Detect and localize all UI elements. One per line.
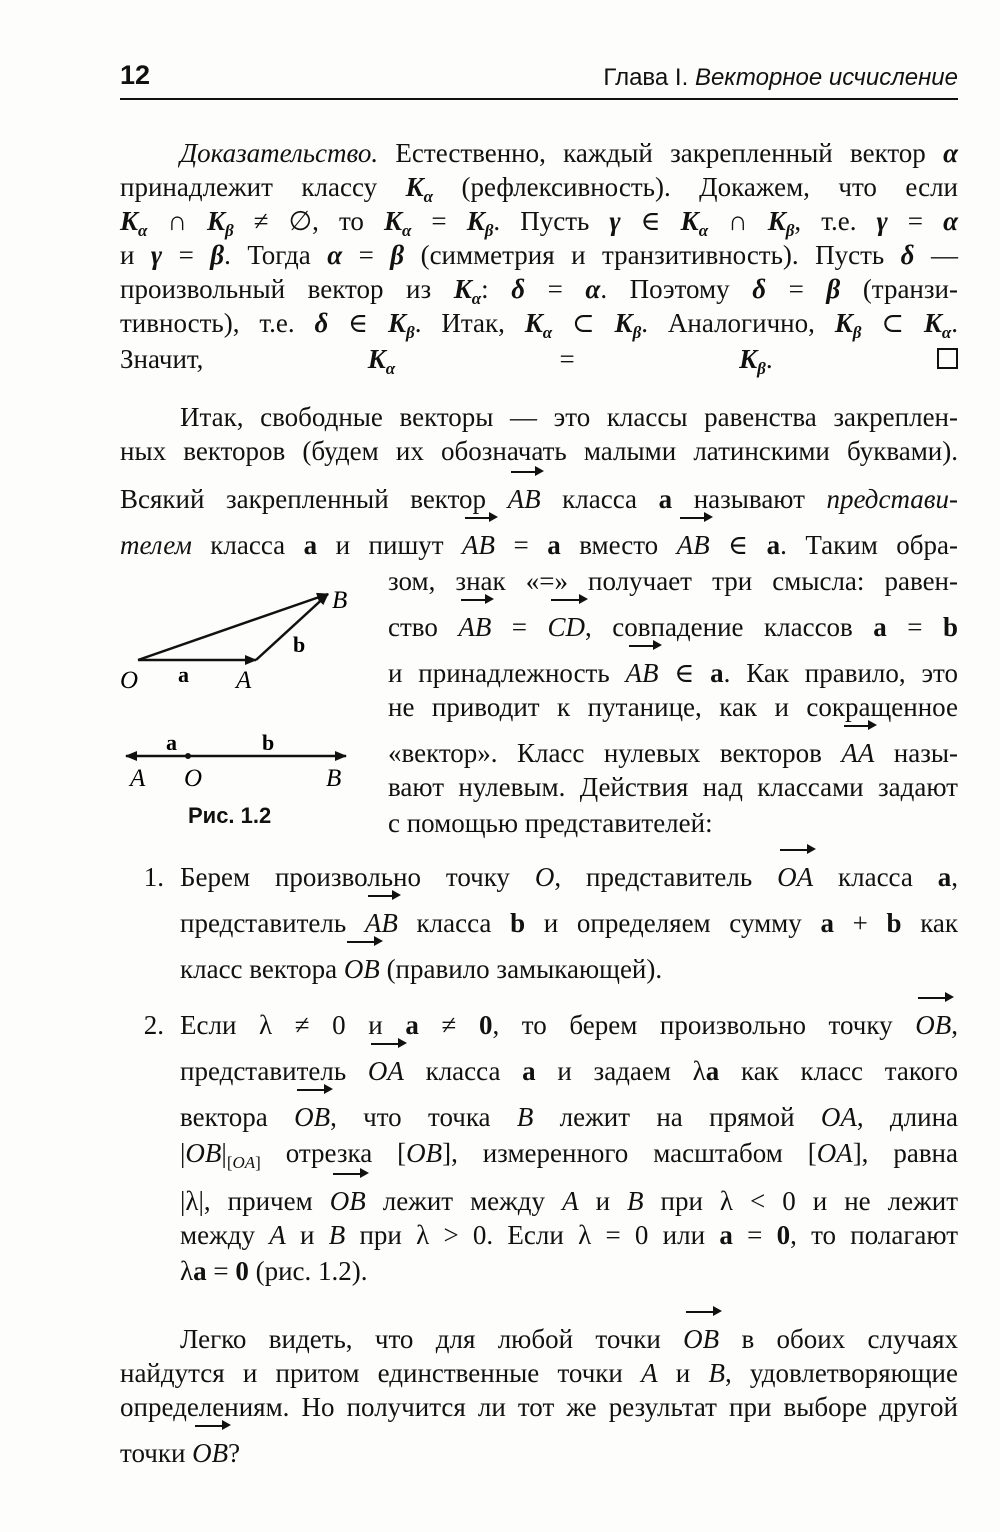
list-number: 2. xyxy=(143,1010,164,1040)
running-header xyxy=(120,58,958,100)
chapter-title: Глава I. Векторное исчисление xyxy=(603,64,958,91)
text-line: принадлежит классу $K_\alpha$ (рефлексивность). Докажем, что если xyxy=(120,172,958,206)
label-O: O xyxy=(120,667,139,694)
text-line: класс вектора OB (правило замыкающей). xyxy=(180,954,663,984)
text-line: тивность), т.е. δ ∈ $K_\beta$. Итак, $K_\alpha$ ⊂ $K_\beta$. Аналогично, $K_\beta$ ⊂ $K_\alpha$. xyxy=(120,308,958,342)
label-a: a xyxy=(178,662,189,687)
text-line: Значит, $K_\alpha = K_\beta$. xyxy=(120,342,958,386)
label-B-bottom: B xyxy=(326,765,342,792)
label-A: A xyxy=(236,667,252,694)
vector-b xyxy=(256,594,328,660)
figure-1-2 xyxy=(118,580,358,805)
text-line: Берем произвольно точку O, представитель OA класса a, xyxy=(180,862,959,892)
text-line: найдутся и притом единственные точки A и B, удовлетворяющие xyxy=(120,1358,958,1388)
text-line: «вектор». Класс нулевых векторов AA назы- xyxy=(388,738,958,768)
figure-caption: Рис. 1.2 xyxy=(188,803,272,828)
list-number: 1. xyxy=(143,862,164,892)
vector-diagram xyxy=(118,580,358,800)
text-line: представитель OA класса a и задаем λa как класс такого xyxy=(180,1056,959,1086)
text-line: зом, знак «=» получает три смысла: равен- xyxy=(388,566,958,596)
text-line: $K_\alpha$ ∩ $K_\beta$ ≠ ∅, то $K_\alpha = K_\beta$. Пусть γ ∈ $K_\alpha$ ∩ $K_\beta$, т.е. γ = α xyxy=(120,206,958,240)
text-line: точки OB? xyxy=(120,1438,241,1468)
label-A-bottom: A xyxy=(130,765,146,792)
text-line: λa = 0 (рис. 1.2). xyxy=(180,1256,368,1286)
label-b: b xyxy=(293,632,306,657)
text-line: ных векторов (будем их обозначать малыми латинскими буквами). xyxy=(120,436,958,466)
qed-box-icon xyxy=(937,348,958,369)
label-a-bottom: a xyxy=(166,730,177,755)
label-B: B xyxy=(332,587,348,614)
text-line: Итак, свободные векторы — это классы равенства закреплен- xyxy=(180,402,958,432)
text-line: Легко видеть, что для любой точки OB в обоих случаях xyxy=(180,1324,958,1354)
text-line: вектора OB, что точка B лежит на прямой OA, длина xyxy=(180,1102,959,1132)
text-line: и принадлежность AB ∈ a. Как правило, это xyxy=(388,658,958,688)
text-line: Всякий закрепленный вектор AB класса a называют представи- xyxy=(120,484,958,514)
text-line: Если λ ≠ 0 и a ≠ 0, то берем произвольно точку OB, xyxy=(180,1010,958,1040)
text-line: Доказательство. Естественно, каждый закрепленный вектор α xyxy=(180,138,958,168)
text-line: представитель AB класса b и определяем сумму a + b как xyxy=(180,908,959,938)
text-line: телем класса a и пишут AB = a вместо AB ∈ a. Таким обра- xyxy=(120,530,958,560)
label-b-bottom: b xyxy=(262,730,275,755)
text-line: между A и B при λ > 0. Если λ = 0 или a = 0, то полагают xyxy=(180,1220,958,1250)
text-line: не приводит к путанице, как и сокращенное xyxy=(388,692,958,722)
text-line: вают нулевым. Действия над классами задают xyxy=(388,772,958,802)
text-line: $|OB|_{[OA]}$ отрезка [OB], измеренного масштабом [OA], равна xyxy=(180,1138,958,1172)
text-line: с помощью представителей: xyxy=(388,808,713,838)
page-number: 12 xyxy=(120,60,151,90)
text-line: |λ|, причем OB лежит между A и B при λ < 0 и не лежит xyxy=(180,1186,959,1216)
text-line: произвольный вектор из $K_\alpha$: δ = α. Поэтому δ = β (транзи- xyxy=(120,274,958,308)
text-line: и γ = β. Тогда α = β (симметрия и транзитивность). Пусть δ — xyxy=(120,240,958,270)
point-O xyxy=(185,753,191,759)
label-O-bottom: O xyxy=(184,765,203,792)
text-line: ство AB = CD, совпадение классов a = b xyxy=(388,612,958,642)
text-line: определениям. Но получится ли тот же результат при выборе другой xyxy=(120,1392,958,1422)
